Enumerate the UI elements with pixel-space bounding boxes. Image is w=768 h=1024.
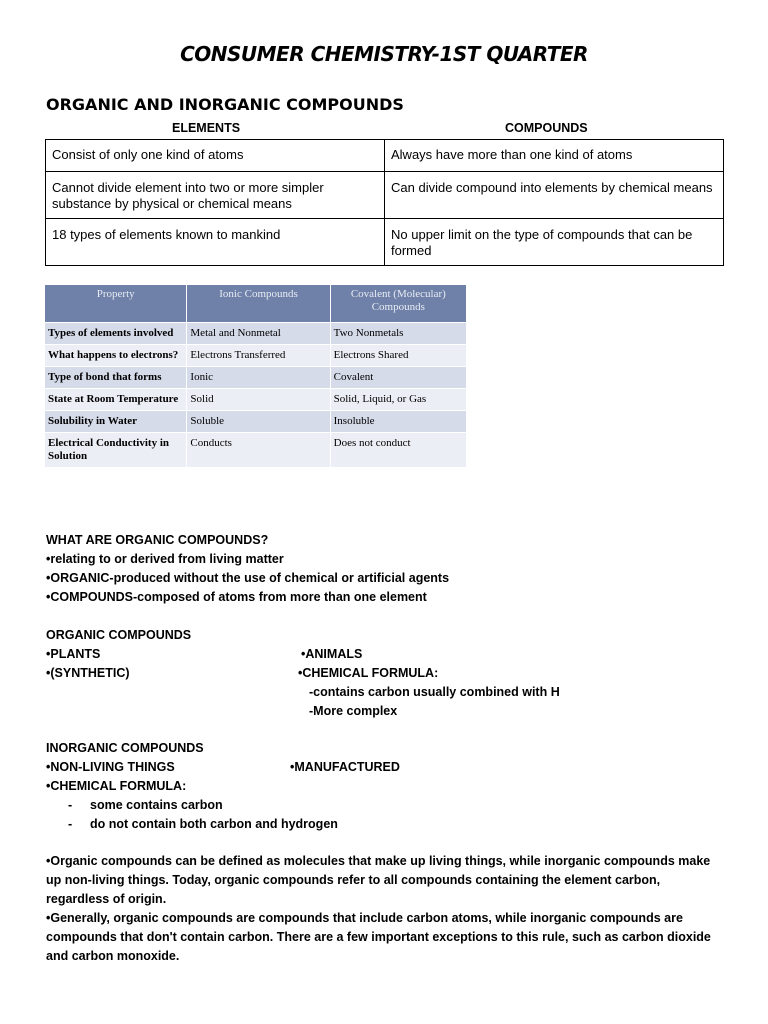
column-header: Ionic Compounds (187, 285, 330, 323)
table-cell: 18 types of elements known to mankind (46, 219, 385, 266)
table-cell: Cannot divide element into two or more simpler substance by physical or chemical means (46, 172, 385, 219)
elements-compounds-table (45, 139, 724, 266)
list-item: •CHEMICAL FORMULA: (298, 666, 439, 680)
table-cell: Insoluble (330, 411, 466, 433)
list-item: •ORGANIC-produced without the use of chemical or artificial agents (46, 571, 450, 585)
list-item: •CHEMICAL FORMULA: (46, 779, 187, 793)
list-item: •COMPOUNDS-composed of atoms from more than one element (46, 590, 427, 604)
column-header: Property (45, 285, 187, 323)
list-item: -contains carbon usually combined with H (309, 685, 560, 699)
table-row (45, 433, 467, 468)
table-row (45, 411, 467, 433)
table-row (46, 172, 724, 219)
property-cell: Solubility in Water (45, 411, 187, 433)
section-heading: WHAT ARE ORGANIC COMPOUNDS? (46, 533, 269, 547)
property-cell: Electrical Conductivity in Solution (45, 433, 187, 468)
property-cell: Type of bond that forms (45, 367, 187, 389)
list-item: •MANUFACTURED (290, 760, 400, 774)
list-item: •PLANTS (46, 647, 101, 661)
section-heading: ORGANIC COMPOUNDS (46, 628, 192, 642)
section-heading: INORGANIC COMPOUNDS (46, 741, 204, 755)
list-item-text: some contains carbon (90, 798, 223, 812)
table-cell: Covalent (330, 367, 466, 389)
dash-marker: - (68, 798, 73, 812)
list-row (46, 702, 726, 721)
table-header-row (45, 285, 467, 323)
compounds-column-header: COMPOUNDS (505, 121, 588, 135)
table-cell: Ionic (187, 367, 330, 389)
property-cell: What happens to electrons? (45, 345, 187, 367)
table-cell: Soluble (187, 411, 330, 433)
table-row (46, 140, 724, 172)
list-item: •ANIMALS (301, 647, 363, 661)
inorganic-section (46, 739, 726, 834)
table-cell: Two Nonmetals (330, 323, 466, 345)
table-row (45, 323, 467, 345)
table-cell: Always have more than one kind of atoms (385, 140, 724, 172)
list-row (46, 758, 726, 777)
table-cell: Electrons Transferred (187, 345, 330, 367)
ionic-covalent-table (45, 285, 467, 467)
table-row (45, 389, 467, 411)
list-item (46, 815, 726, 834)
list-item: -More complex (309, 704, 398, 718)
table-cell: Consist of only one kind of atoms (46, 140, 385, 172)
property-cell: State at Room Temperature (45, 389, 187, 411)
elements-column-header: ELEMENTS (172, 121, 241, 135)
list-item: •(SYNTHETIC) (46, 666, 130, 680)
table-cell: Does not conduct (330, 433, 466, 468)
table-row (45, 367, 467, 389)
table-cell: Metal and Nonmetal (187, 323, 330, 345)
list-row (46, 664, 726, 683)
list-item (46, 796, 726, 815)
organic-section (46, 626, 726, 721)
list-row (46, 645, 726, 664)
list-item: •NON-LIVING THINGS (46, 760, 175, 774)
what-are-section (46, 531, 726, 607)
section-title: ORGANIC AND INORGANIC COMPOUNDS (46, 95, 404, 114)
column-header: Covalent (Molecular) Compounds (330, 285, 466, 323)
list-row (46, 683, 726, 702)
paragraph: •Generally, organic compounds are compounds that include carbon atoms, while inorganic compounds are compounds that don't contain carbon. There are a few important exceptions to this rule, such as carbon dioxide and carbon monoxide. (46, 911, 711, 963)
table-row (45, 345, 467, 367)
list-item-text: do not contain both carbon and hydrogen (90, 817, 338, 831)
list-item: •relating to or derived from living matter (46, 552, 284, 566)
table-cell: No upper limit on the type of compounds that can be formed (385, 219, 724, 266)
paragraph: •Organic compounds can be defined as molecules that make up living things, while inorganic compounds make up non-living things. Today, organic compounds refer to all compounds containing the element carbon, regardless of origin. (46, 854, 711, 906)
dash-marker: - (68, 817, 73, 831)
table-row (46, 219, 724, 266)
table-cell: Can divide compound into elements by chemical means (385, 172, 724, 219)
table-cell: Solid, Liquid, or Gas (330, 389, 466, 411)
table-cell: Solid (187, 389, 330, 411)
property-cell: Types of elements involved (45, 323, 187, 345)
table-cell: Conducts (187, 433, 330, 468)
table-cell: Electrons Shared (330, 345, 466, 367)
page-title: CONSUMER CHEMISTRY-1ST QUARTER (180, 42, 588, 66)
